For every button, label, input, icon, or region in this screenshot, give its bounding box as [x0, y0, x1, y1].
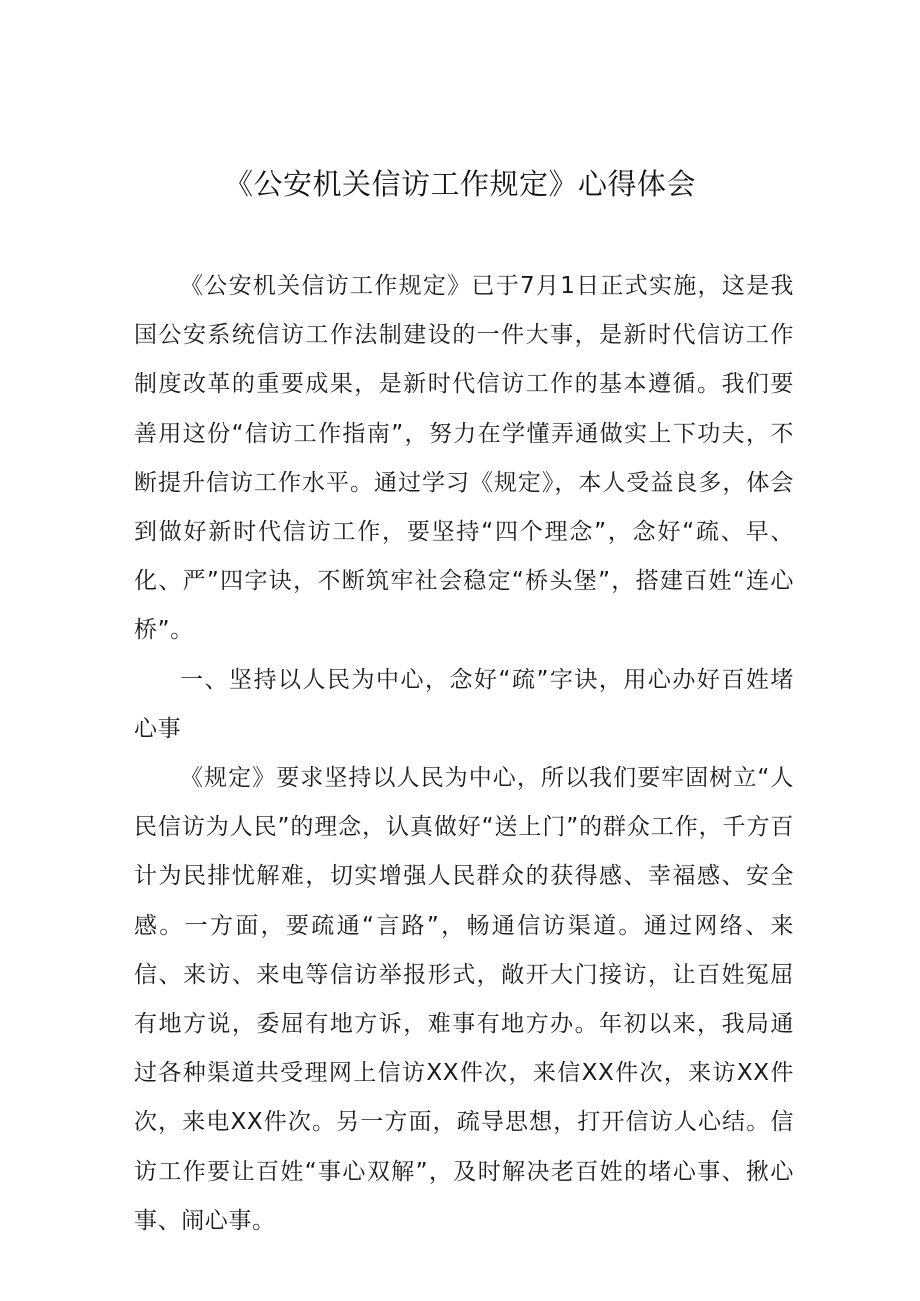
document-title: 《公安机关信访工作规定》心得体会	[223, 167, 696, 201]
section-1-paragraph: 《规定》要求坚持以人民为中心，所以我们要牢固树立“人民信访为人民”的理念，认真做好“送上门”的群众工作，千方百计为民排忧解难，切实增强人民群众的获得感、幸福感、安全感。一方面，要疏通“言路”，畅通信访渠道。通过网络、来信、来访、来电等信访举报形式，敞开大门接访，让百姓冤屈有地方说，委屈有地方诉，难事有地方办。年初以来，我局通过各种渠道共受理网上信访XX件次，来信XX件次，来访XX件次，来电XX件次。另一方面，疏导思想，打开信访人心结。信访工作要让百姓“事心双解”，及时解决老百姓的堵心事、揪心事、闹心事。	[134, 765, 794, 1234]
document-body	[134, 262, 794, 1246]
section-heading-1: 一、坚持以人民为中心，念好“疏”字诀，用心办好百姓堵心事	[134, 666, 794, 742]
intro-paragraph: 《公安机关信访工作规定》已于7月1日正式实施，这是我国公安系统信访工作法制建设的一件大事，是新时代信访工作制度改革的重要成果，是新时代信访工作的基本遵循。我们要善用这份“信访工作指南”，努力在学懂弄通做实上下功夫，不断提升信访工作水平。通过学习《规定》，本人受益良多，体会到做好新时代信访工作，要坚持“四个理念”，念好“疏、早、化、严”四字诀，不断筑牢社会稳定“桥头堡”，搭建百姓“连心桥”。	[134, 273, 794, 644]
